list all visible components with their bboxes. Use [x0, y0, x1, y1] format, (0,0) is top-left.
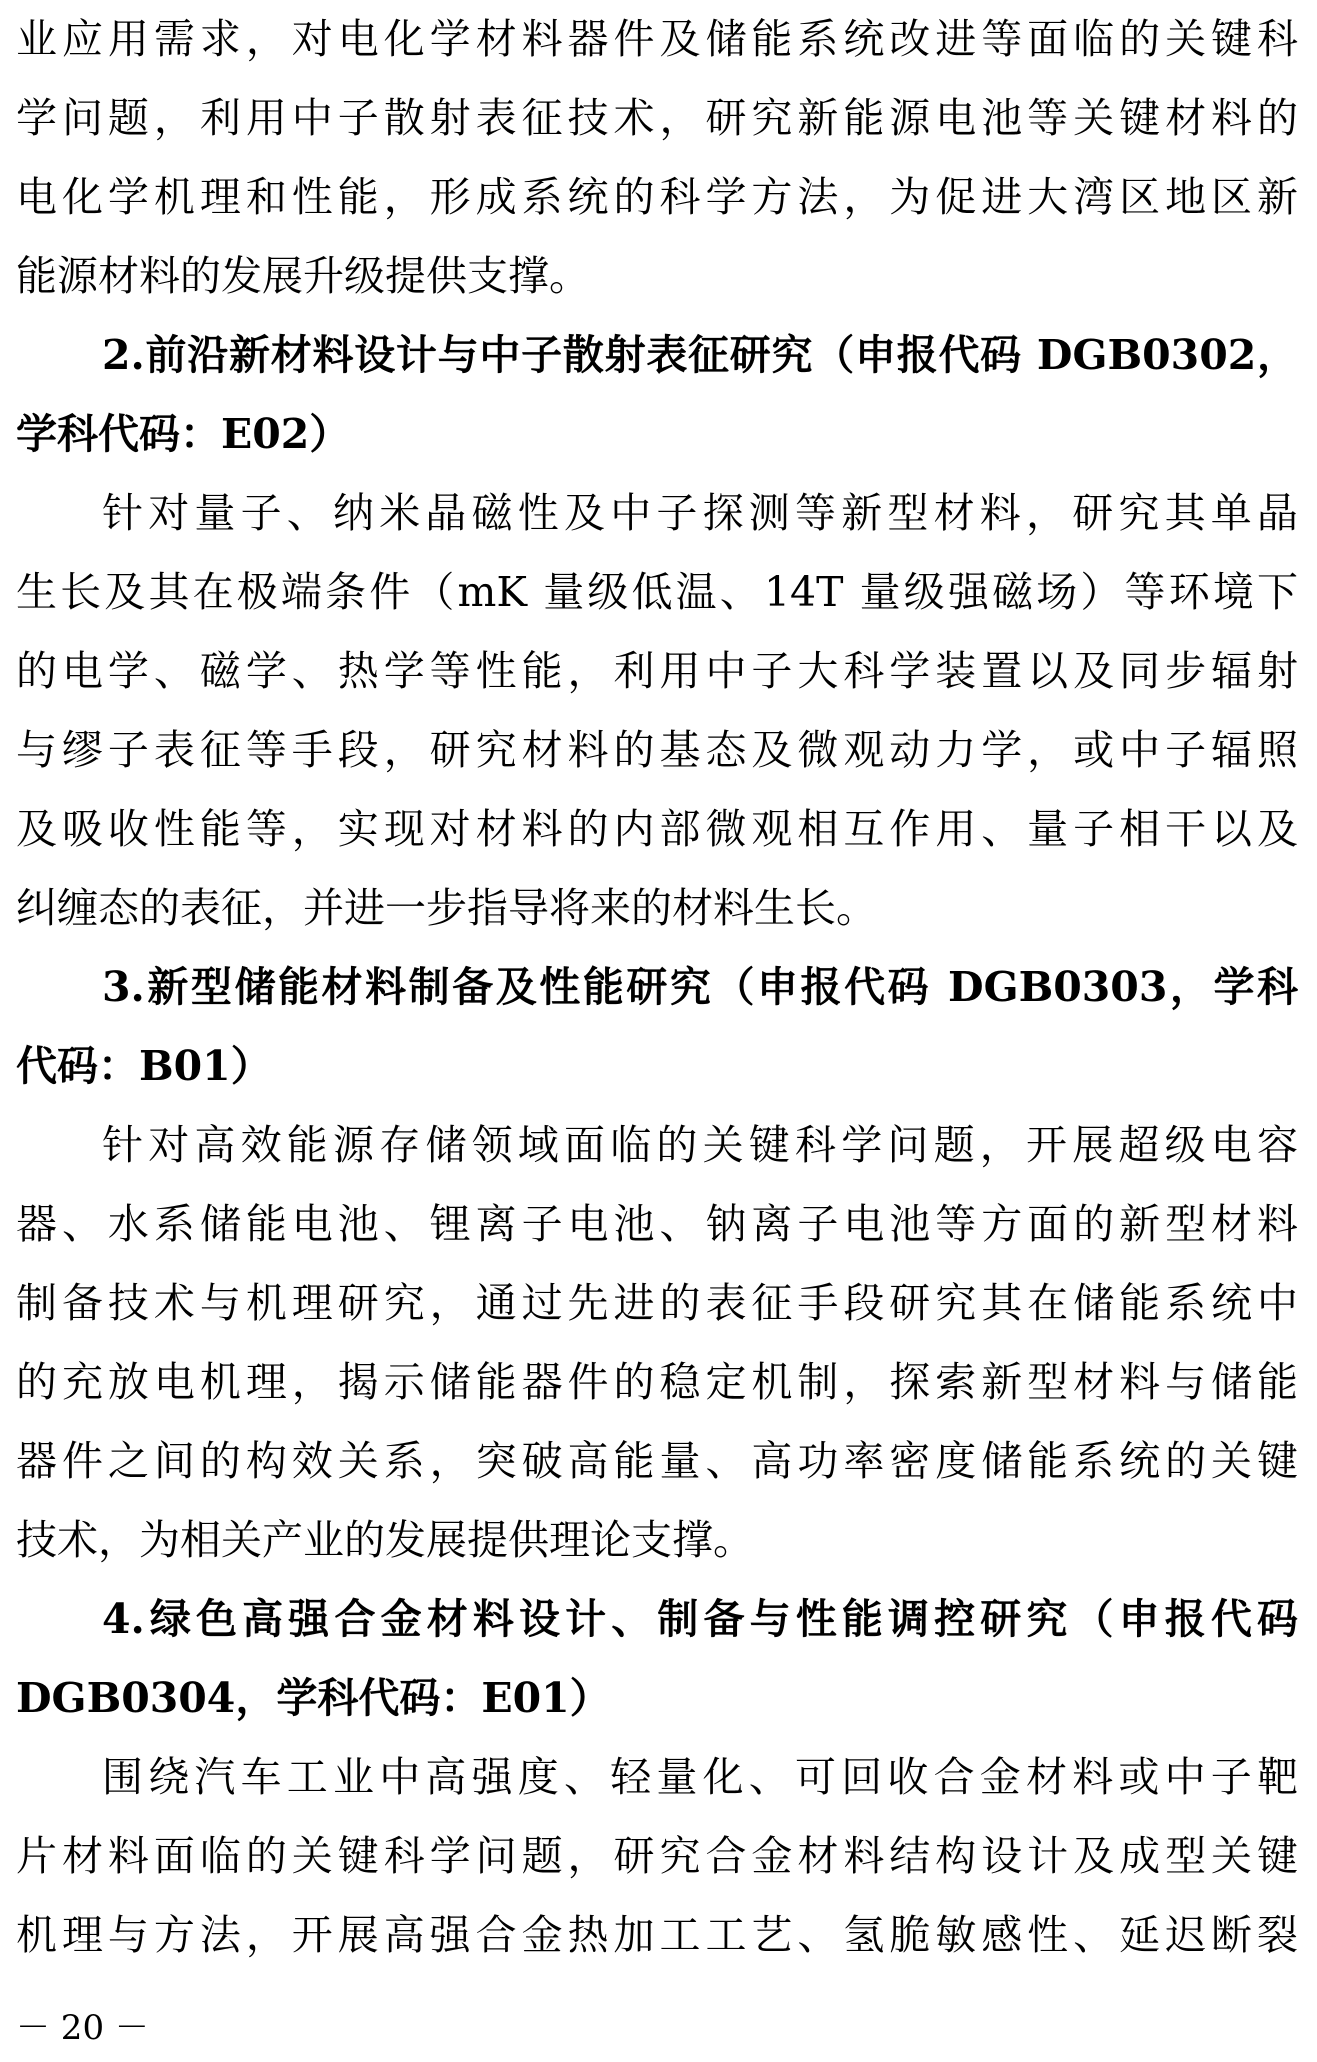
- section-heading-3-cont: 代码：B01）: [16, 1042, 272, 1090]
- body-line: 电化学机理和性能，形成系统的科学方法，为促进大湾区地区新: [16, 173, 1298, 221]
- body-line: 生长及其在极端条件（mK 量级低温、14T 量级强磁场）等环境下: [16, 568, 1298, 616]
- section-heading-3: 3.新型储能材料制备及性能研究（申报代码 DGB0303，学科: [102, 963, 1298, 1011]
- paragraph-start: 围绕汽车工业中高强度、轻量化、可回收合金材料或中子靶: [102, 1753, 1298, 1801]
- body-line: 器件之间的构效关系，突破高能量、高功率密度储能系统的关键: [16, 1437, 1298, 1485]
- document-page: [16, 0, 1298, 1975]
- body-line: 技术，为相关产业的发展提供理论支撑。: [16, 1516, 754, 1564]
- section-heading-2-cont: 学科代码：E02）: [16, 410, 351, 458]
- section-heading-4-cont: DGB0304，学科代码：E01）: [16, 1674, 611, 1722]
- body-line: 能源材料的发展升级提供支撑。: [16, 252, 590, 300]
- body-line: 制备技术与机理研究，通过先进的表征手段研究其在储能系统中: [16, 1279, 1298, 1327]
- section-heading-2: 2.前沿新材料设计与中子散射表征研究（申报代码 DGB0302，: [102, 331, 1298, 379]
- body-line: 片材料面临的关键科学问题，研究合金材料结构设计及成型关键: [16, 1832, 1298, 1880]
- page-number: － 20 －: [16, 2008, 149, 2048]
- body-line: 学问题，利用中子散射表征技术，研究新能源电池等关键材料的: [16, 94, 1298, 142]
- body-line: 的电学、磁学、热学等性能，利用中子大科学装置以及同步辐射: [16, 647, 1298, 695]
- paragraph-start: 针对量子、纳米晶磁性及中子探测等新型材料，研究其单晶: [102, 489, 1298, 537]
- section-heading-4: 4.绿色高强合金材料设计、制备与性能调控研究（申报代码: [102, 1595, 1298, 1643]
- body-line: 机理与方法，开展高强合金热加工工艺、氢脆敏感性、延迟断裂: [16, 1911, 1298, 1959]
- body-line: 的充放电机理，揭示储能器件的稳定机制，探索新型材料与储能: [16, 1358, 1298, 1406]
- body-line: 及吸收性能等，实现对材料的内部微观相互作用、量子相干以及: [16, 805, 1298, 853]
- body-line: 业应用需求，对电化学材料器件及储能系统改进等面临的关键科: [16, 15, 1298, 63]
- paragraph-start: 针对高效能源存储领域面临的关键科学问题，开展超级电容: [102, 1121, 1298, 1169]
- body-line: 纠缠态的表征，并进一步指导将来的材料生长。: [16, 884, 877, 932]
- body-line: 与缪子表征等手段，研究材料的基态及微观动力学，或中子辐照: [16, 726, 1298, 774]
- body-line: 器、水系储能电池、锂离子电池、钠离子电池等方面的新型材料: [16, 1200, 1298, 1248]
